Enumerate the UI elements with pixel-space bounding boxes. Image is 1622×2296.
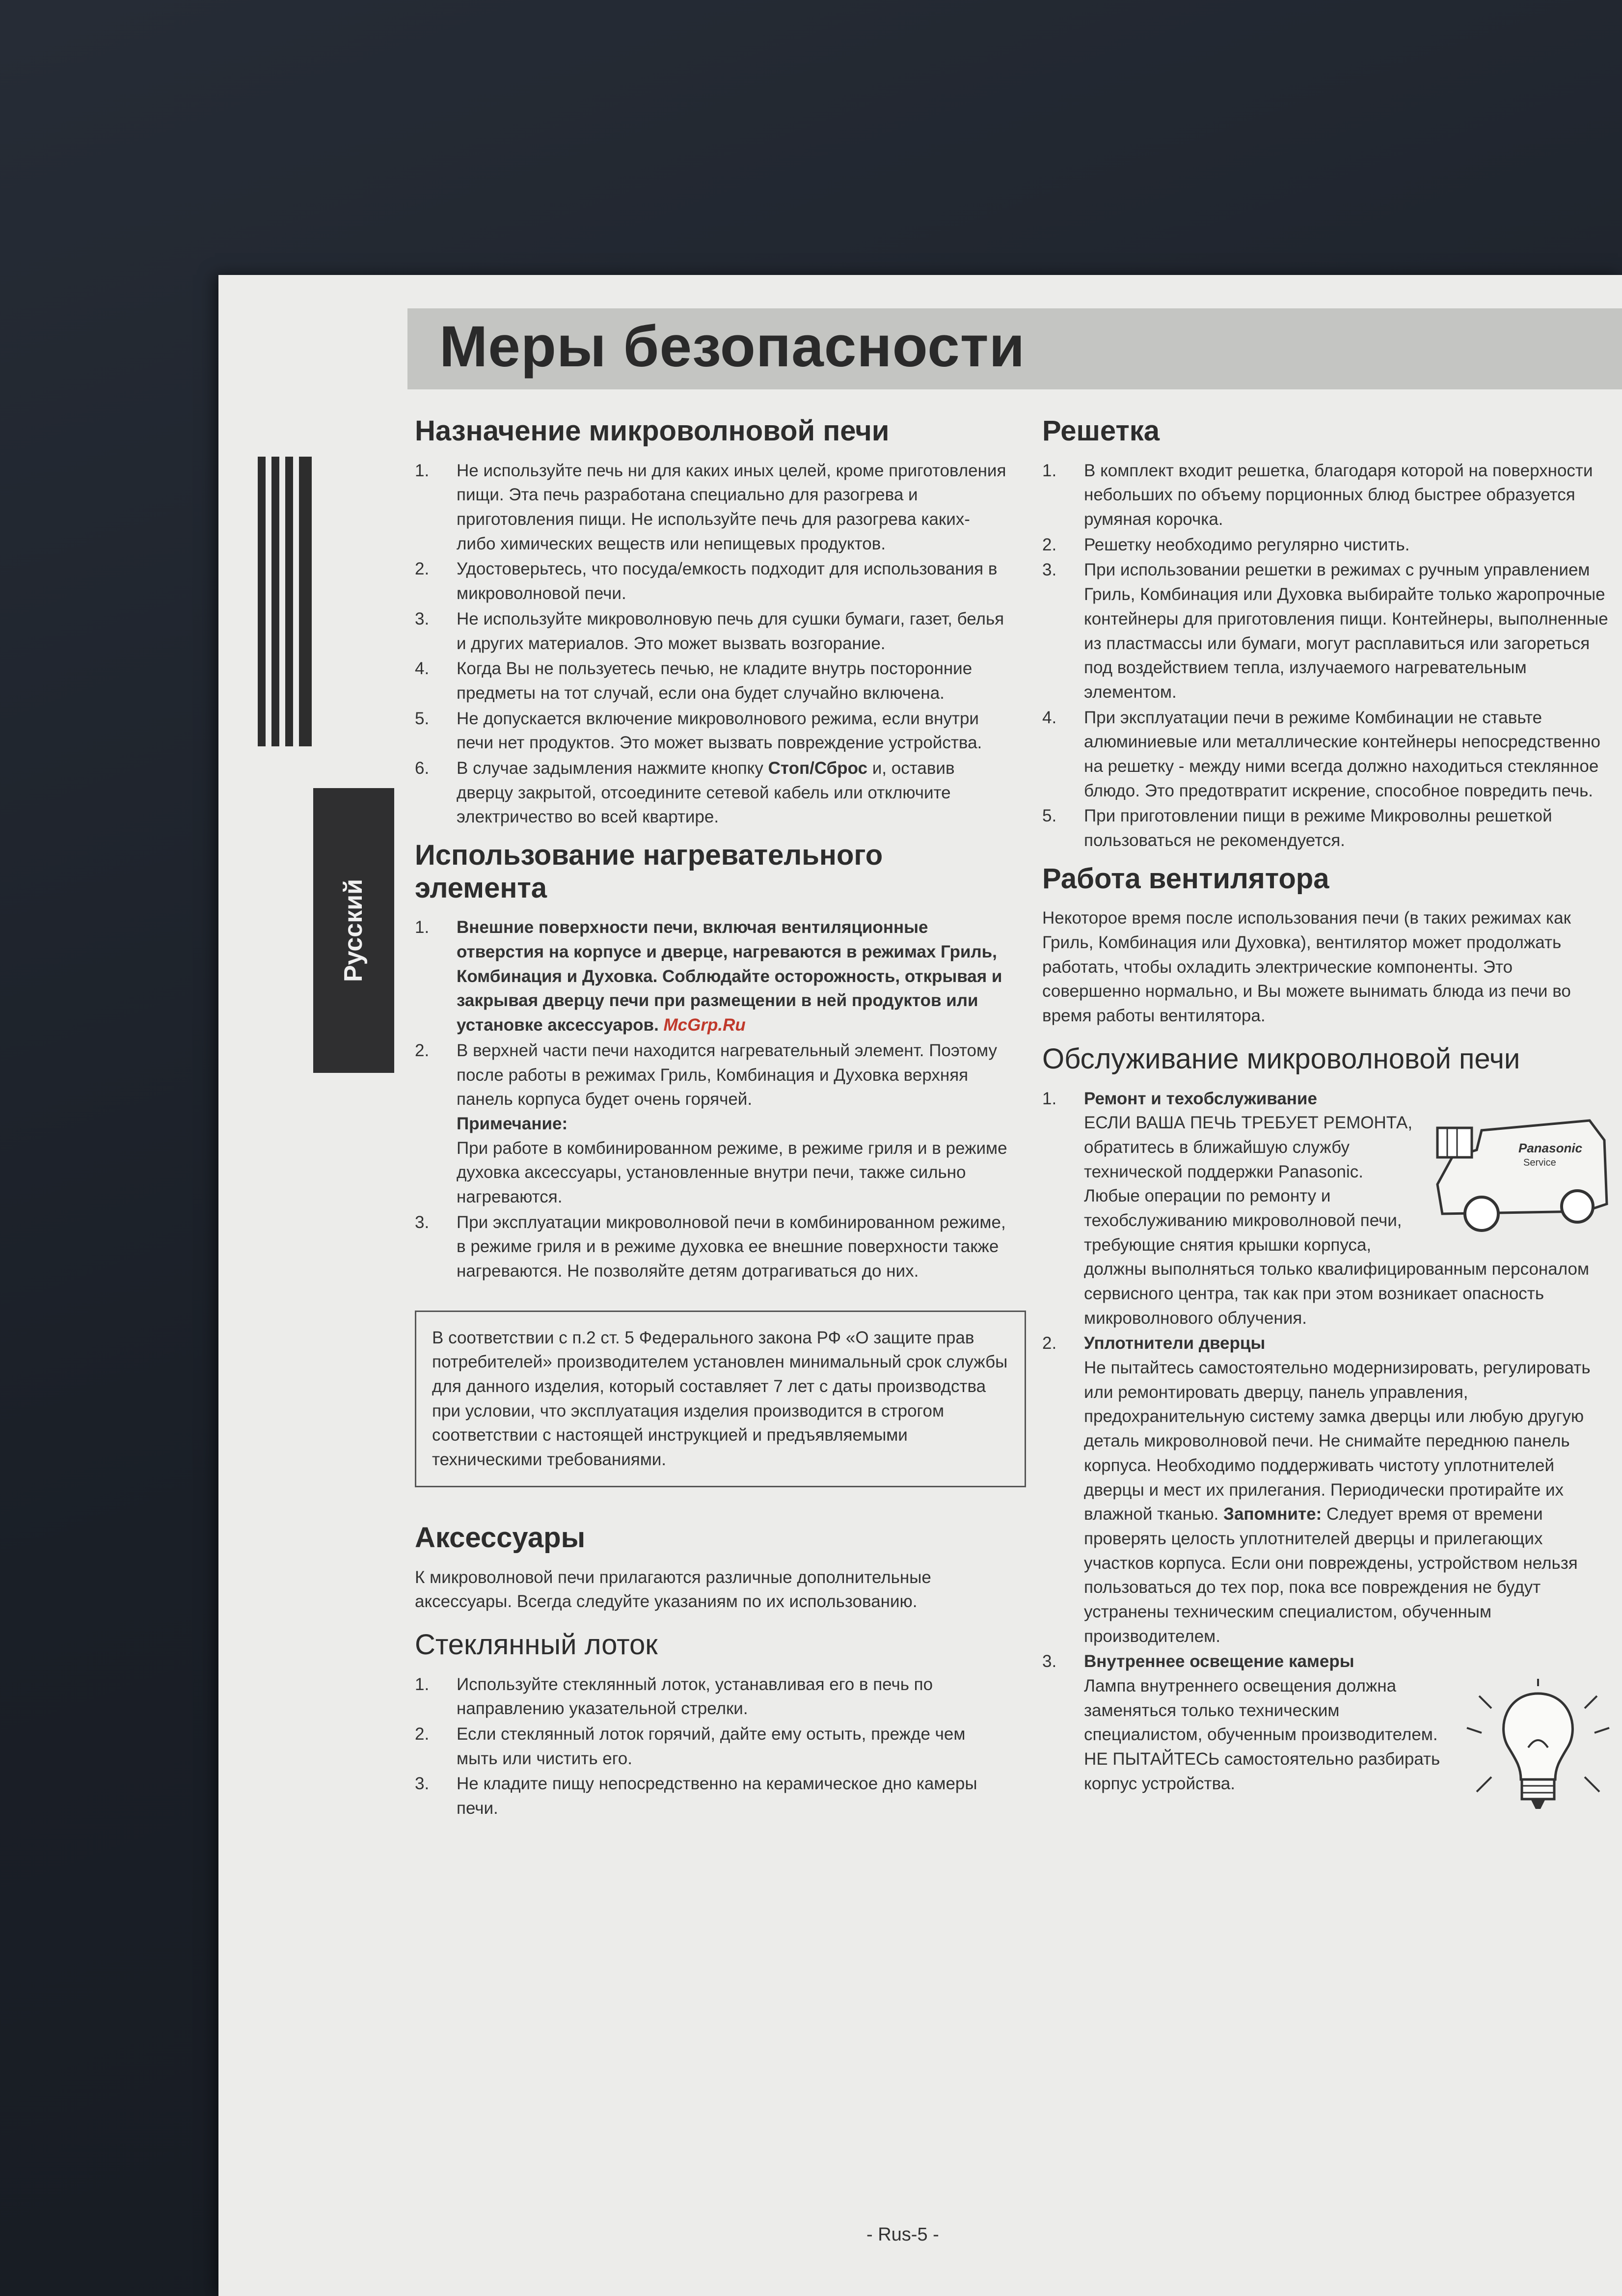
list-item: 1. Ремонт и техобслуживание Panasonic Service ЕСЛИ ВАША ПЕЧЬ ТРЕБУЕТ РЕМОНТА, обратитесь в ближайшую службу технической поддержки Panasonic. Любые операции по ремонту и техобслуживанию микроволновой печи, требующие снятия крышки корпуса, должны выполняться только квалифицированным персоналом сервисного центра, так как при этом возникает опасность микроволнового облучения.: [1042, 1087, 1614, 1331]
section-heading-heating: Использование нагревательного элемента: [415, 839, 883, 904]
purpose-list: [415, 459, 1009, 829]
section-heading-accessories: Аксессуары: [415, 1521, 586, 1554]
manual-page: [218, 275, 1622, 2296]
list-item: 1. Используйте стеклянный лоток, устанавливая его в печь по направлению указательной стрелки.: [415, 1674, 933, 1719]
list-item: 5. При приготовлении пищи в режиме Микроволны решеткой пользоваться не рекомендуется.: [1042, 806, 1552, 850]
list-item: 3. Не кладите пищу непосредственно на керамическое дно камеры печи.: [415, 1774, 977, 1818]
list-item: 6. В случае задымления нажмите кнопку Стоп/Сброс и, оставив дверцу закрытой, отсоедините сетевой кабель или отключите электричество во всей квартире.: [415, 758, 955, 827]
remember-label: Запомните:: [1223, 1504, 1322, 1524]
section-heading-fan: Работа вентилятора: [1042, 862, 1329, 895]
list-item: 2. Удостоверьтесь, что посуда/емкость подходит для использования в микроволновой печи.: [415, 559, 998, 603]
service-life-notice-box: В соответствии с п.2 ст. 5 Федерального закона РФ «О защите прав потребителей» производителем установлен минимальный срок службы для данного изделия, который составляет 7 лет с даты производства при условии, что эксплуатация изделия производится в строгом соответствии с настоящей инструкцией и предъявляемыми техническими требованиями.: [415, 1311, 1026, 1487]
language-tab: [313, 788, 394, 1073]
list-item: 4. Когда Вы не пользуетесь печью, не кладите внутрь посторонние предметы на тот случай, если она будет случайно включена.: [415, 659, 973, 703]
list-item: 2. Решетку необходимо регулярно чистить.: [1042, 535, 1410, 554]
right-column: [1042, 415, 1614, 1841]
page-number: - Rus-5 -: [866, 2224, 939, 2245]
note-heading: Примечание:: [457, 1114, 568, 1133]
list-item: 3. Не используйте микроволновую печь для сушки бумаги, газет, белья и других материалов. Это может вызвать возгорание.: [415, 609, 1004, 653]
service-list: [1042, 1087, 1614, 1796]
language-tab-label: Русский: [339, 878, 368, 983]
fan-text: Некоторое время после использования печи (в таких режимах как Гриль, Комбинация или Духовка), вентилятор может продолжать работать, чтобы охладить электрические компоненты. Это совершенно нормально, и Вы можете вынимать блюда из печи во время работы вентилятора.: [1042, 908, 1571, 1026]
section-heading-purpose: Назначение микроволновой печи: [415, 415, 890, 447]
rack-list: [1042, 459, 1614, 853]
section-heading-service: Обслуживание микроволновой печи: [1042, 1042, 1520, 1075]
list-item: 1. В комплект входит решетка, благодаря которой на поверхности небольших по объему порционных блюд быстрее образуется румяная корочка.: [1042, 461, 1593, 529]
list-item: 1. Внешние поверхности печи, включая вентиляционные отверстия на корпусе и дверце, нагреваются в режимах Гриль, Комбинация и Духовка. Соблюдайте осторожность, открывая и закрывая дверцу печи при размещении в ней продуктов или установке аксессуаров. McGrp.Ru: [415, 918, 1002, 1035]
list-item: 3. Внутреннее освещение камеры Лампа внутреннего освещения должна заменяться только техническим специалистом, обученным производителем. НЕ ПЫТАЙТЕСЬ самостоятельно разбирать корпус устройства.: [1042, 1649, 1614, 1796]
watermark: McGrp.Ru: [663, 1015, 746, 1035]
section-heading-glass-tray: Стеклянный лоток: [415, 1628, 658, 1661]
side-registration-marks: [258, 457, 312, 746]
stop-reset-key-label: Стоп/Сброс: [768, 758, 868, 778]
section-heading-rack: Решетка: [1042, 415, 1160, 447]
door-seals-heading: Уплотнители дверцы: [1084, 1334, 1266, 1353]
svg-text:Panasonic: Panasonic: [1518, 1141, 1583, 1156]
list-item: 2. В верхней части печи находится нагревательный элемент. Поэтому после работы в режимах Гриль, Комбинация и Духовка верхняя панель корпуса будет очень горячей. Примечание: При работе в комбинированном режиме, в режиме гриля и в режиме духовка аксессуары, установленные внутри печи, также сильно нагреваются.: [415, 1039, 1009, 1209]
service-van-icon: [1423, 1111, 1614, 1233]
list-item: 3. При эксплуатации микроволновой печи в комбинированном режиме, в режиме гриля и в режиме духовка ее внешние поверхности также нагреваются. Не позволяйте детям дотрагиваться до них.: [415, 1212, 1006, 1281]
glass-tray-list: [415, 1672, 1009, 1821]
note-text: При работе в комбинированном режиме, в режиме гриля и в режиме духовка аксессуары, установленные внутри печи, также сильно нагреваются.: [457, 1138, 1007, 1206]
list-item: 1. Не используйте печь ни для каких иных целей, кроме приготовления пищи. Эта печь разработана специально для разогрева и приготовления пищи. Не используйте печь для разогрева каких-либо химических веществ или непищевых продуктов.: [415, 461, 1006, 553]
list-item: 4. При эксплуатации печи в режиме Комбинации не ставьте алюминиевые или металлические контейнеры непосредственно на решетку - между ними всегда должно находиться стеклянное блюдо. Это предотвратит искрение, способное повредить печь.: [1042, 708, 1600, 800]
heating-list: [415, 915, 1009, 1283]
light-bulb-icon: [1462, 1674, 1614, 1836]
accessories-text: К микроволновой печи прилагаются различные дополнительные аксессуары. Всегда следуйте указаниям по их использованию.: [415, 1567, 931, 1612]
list-item: 2. Уплотнители дверцы Не пытайтесь самостоятельно модернизировать, регулировать или ремонтировать дверцу, панель управления, предохранительную систему замка дверцы или любую другую деталь микроволновой печи. Не снимайте переднюю панель корпуса. Необходимо поддерживать чистоту уплотнителей дверцы и мест их прилегания. Периодически протирайте их влажной тканью. Запомните: Следует время от времени проверять целость уплотнителей дверцы и прилегающих участков корпуса. Если они повреждены, устройством нельзя пользоваться до тех пор, пока все повреждения не будут устранены техническим специалистом, обученным производителем.: [1042, 1331, 1614, 1648]
repair-heading: Ремонт и техобслуживание: [1084, 1089, 1317, 1108]
list-item: 5. Не допускается включение микроволнового режима, если внутри печи нет продуктов. Это может вызвать повреждение устройства.: [415, 709, 982, 753]
page-title: Меры безопасности: [439, 314, 1026, 379]
lamp-heading: Внутреннее освещение камеры: [1084, 1652, 1354, 1671]
svg-text:Service: Service: [1523, 1157, 1556, 1169]
list-item: 3. При использовании решетки в режимах с ручным управлением Гриль, Комбинация или Духовка выбирайте только жаропрочные контейнеры для приготовления пищи. Контейнеры, выполненные из пластмассы или бумаги, могут расплавиться или загореться под воздействием тепла, излучаемого нагревательным элементом.: [1042, 560, 1608, 702]
list-item: 2. Если стеклянный лоток горячий, дайте ему остыть, прежде чем мыть или чистить его.: [415, 1724, 966, 1768]
